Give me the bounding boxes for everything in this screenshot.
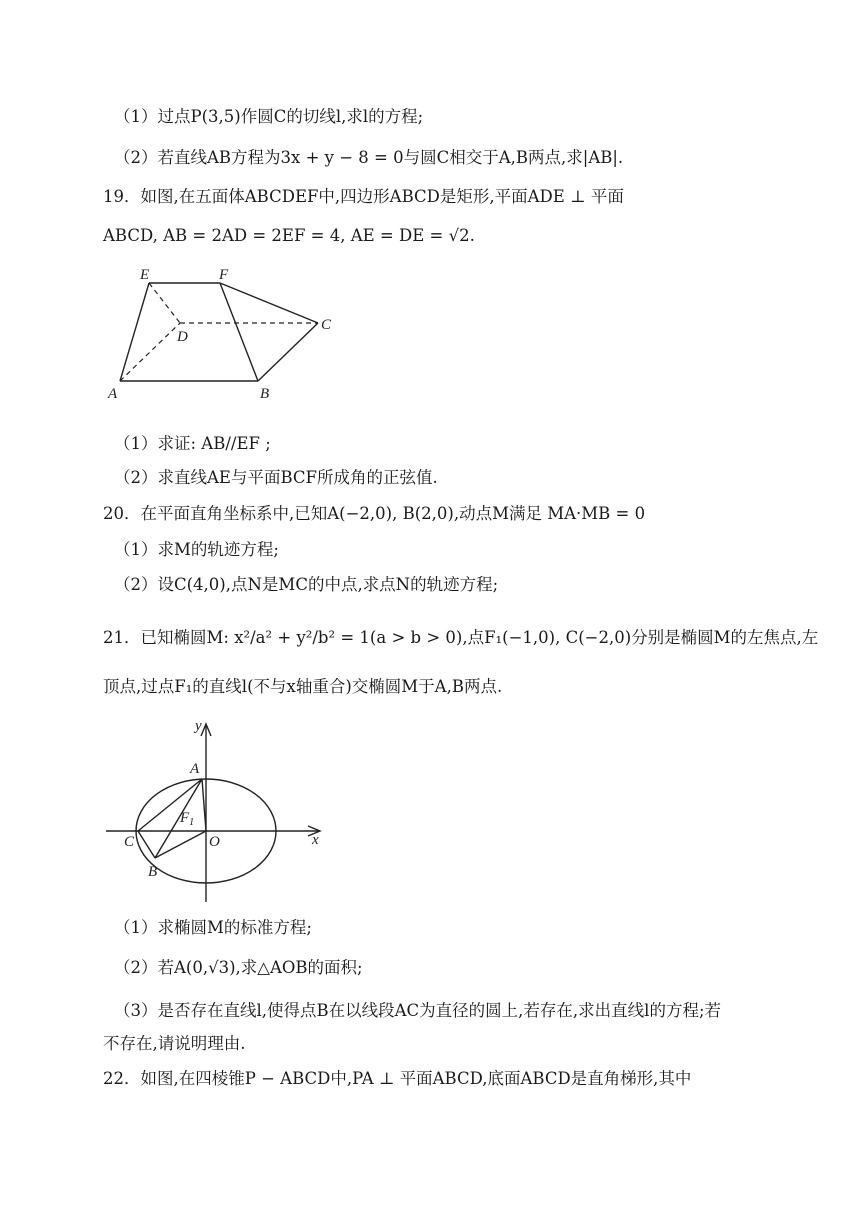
q21-part3-line2: 不存在,请说明理由. (103, 1034, 246, 1053)
q19-stem-line2: ABCD, AB = 2AD = 2EF = 4, AE = DE = √2. (103, 226, 475, 245)
segment-cb (138, 831, 155, 858)
label-c: C (124, 834, 135, 850)
q19-part2: （2）求直线AE与平面BCF所成角的正弦值. (114, 468, 438, 487)
q21-part1: （1）求椭圆M的标准方程; (114, 918, 312, 937)
q19-stem-line1: 19．如图,在五面体ABCDEF中,四边形ABCD是矩形,平面ADE ⊥ 平面 (103, 187, 624, 206)
edge-bc (258, 323, 318, 381)
q18-part2: （2）若直线AB方程为3x + y − 8 = 0与圆C相交于A,B两点,求|AB|. (114, 148, 624, 167)
label-a: A (108, 386, 118, 402)
label-a: A (190, 761, 200, 777)
label-y: y (195, 718, 202, 734)
edge-fb (220, 283, 258, 381)
edge-fc (220, 283, 318, 323)
label-f1: $F_1$ (180, 810, 195, 828)
label-e: E (140, 267, 150, 283)
q21-stem-line1: 21．已知椭圆M: x²/a² + y²/b² = 1(a > b > 0),点F₁(−1,0), C(−2,0)分别是椭圆M的左焦点,左 (103, 628, 819, 647)
edge-ed-hidden (149, 283, 180, 323)
label-b: B (260, 386, 270, 402)
q21-part2: （2）若A(0,√3),求△AOB的面积; (114, 958, 363, 977)
label-b: B (148, 864, 158, 880)
q20-part2: （2）设C(4,0),点N是MC的中点,求点N的轨迹方程; (114, 575, 499, 594)
label-c: C (321, 317, 332, 333)
label-x: x (312, 832, 319, 848)
q19-part1: （1）求证: AB//EF ; (114, 434, 271, 453)
label-f: F (219, 267, 229, 283)
q22-stem: 22．如图,在四棱锥P − ABCD中,PA ⊥ 平面ABCD,底面ABCD是直角梯形,其中 (103, 1069, 692, 1088)
label-o: O (209, 834, 220, 850)
q21-part3-line1: （3）是否存在直线l,使得点B在以线段AC为直径的圆上,若存在,求出直线l的方程;若 (114, 1001, 722, 1020)
q20-stem: 20．在平面直角坐标系中,已知A(−2,0), B(2,0),动点M满足 MA·MB = 0 (103, 504, 646, 523)
q18-part1: （1）过点P(3,5)作圆C的切线l,求l的方程; (114, 107, 424, 126)
q21-stem-line2: 顶点,过点F₁的直线l(不与x轴重合)交椭圆M于A,B两点. (103, 677, 503, 696)
q20-part1: （1）求M的轨迹方程; (114, 540, 279, 559)
pentahedron-figure (100, 262, 350, 406)
label-d: D (177, 329, 188, 345)
ellipse-figure (100, 712, 330, 908)
